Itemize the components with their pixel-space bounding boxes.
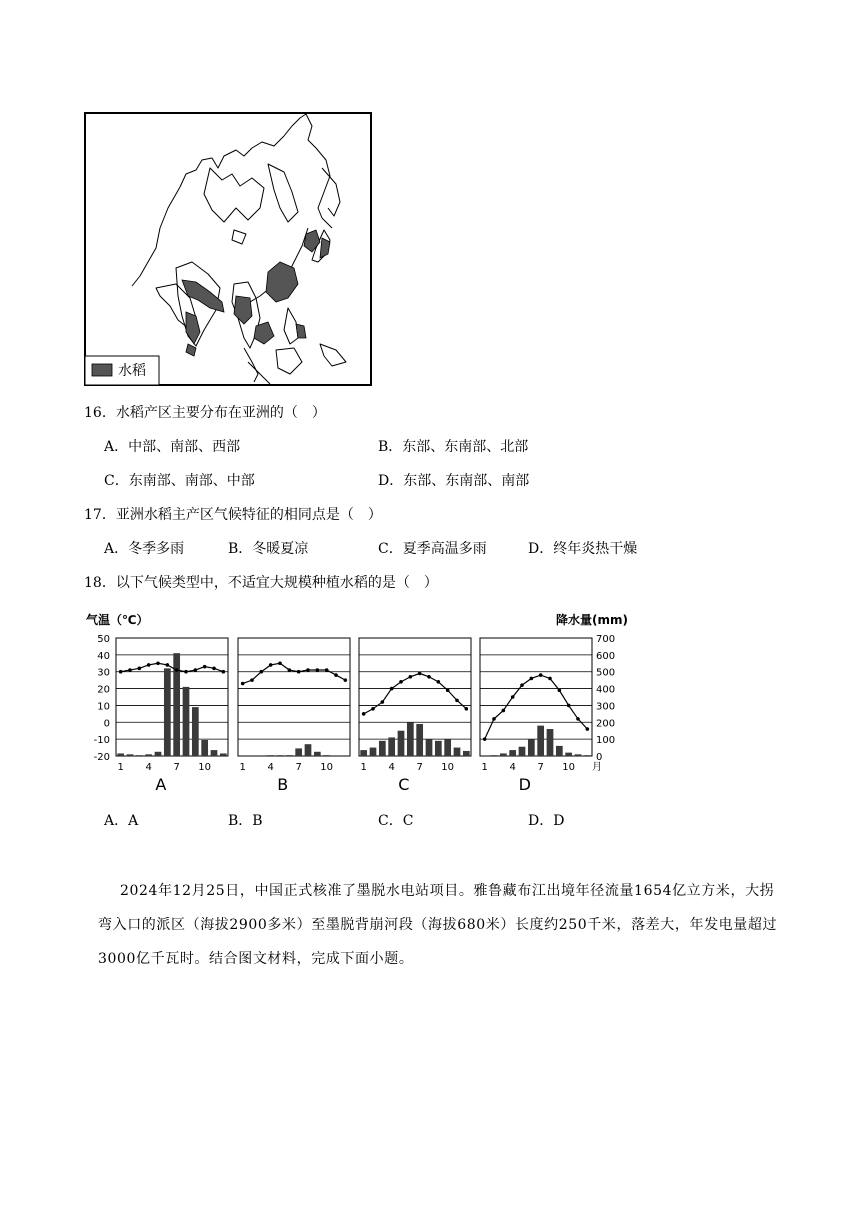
- temp-tick-label: -20: [93, 752, 110, 763]
- precip-bar: [454, 748, 461, 756]
- temp-point: [381, 700, 385, 704]
- month-tick-label: 1: [360, 762, 367, 773]
- temp-point: [241, 682, 245, 686]
- q16-option-d[interactable]: D．东部、东南部、南部: [378, 473, 530, 489]
- q17-option-c[interactable]: C．夏季高温多雨: [378, 541, 487, 557]
- q16-option-a[interactable]: A．中部、南部、西部: [104, 439, 241, 455]
- precip-tick-label: 700: [596, 634, 616, 645]
- month-tick-label: 10: [320, 762, 334, 773]
- precip-bar: [314, 752, 321, 756]
- temp-point: [288, 668, 292, 672]
- panel-frame: [480, 638, 592, 756]
- temp-tick-label: 50: [97, 634, 110, 645]
- precip-bar: [537, 726, 544, 756]
- temp-point: [483, 737, 487, 741]
- precip-bar: [463, 751, 470, 756]
- precip-axis-label: 降水量(mm): [556, 613, 628, 627]
- q16-option-c[interactable]: C．东南部、南部、中部: [104, 473, 255, 489]
- temp-point: [147, 663, 151, 667]
- temp-point: [586, 727, 590, 731]
- passage-text: 2024年12月25日，中国正式核准了墨脱水电站项目。雅鲁藏布江出境年径流量1654亿立方米，大拐弯入口的派区（海拔2900多米）至墨脱背崩河段（海拔680米）长度约250千米，落差大，年发电量超过3000亿千瓦时。结合图文材料，完成下面小题。: [98, 883, 778, 967]
- temp-point: [455, 699, 459, 703]
- month-tick-label: 4: [509, 762, 516, 773]
- precip-bar: [295, 748, 302, 756]
- q17-option-b[interactable]: B．冬暖夏凉: [228, 541, 309, 557]
- precip-bar: [547, 729, 554, 756]
- temp-point: [362, 712, 366, 716]
- map-legend: [85, 356, 159, 385]
- temp-point: [492, 717, 496, 721]
- temp-line: [485, 675, 588, 739]
- asia-rice-map: [84, 112, 372, 386]
- panel-label: A: [155, 775, 167, 794]
- temp-point: [539, 673, 543, 677]
- precip-bar: [435, 741, 442, 756]
- precip-bar: [323, 755, 330, 756]
- temp-point: [558, 688, 562, 692]
- precip-bar: [584, 755, 591, 756]
- temp-point: [567, 704, 571, 708]
- precip-bar: [277, 755, 284, 756]
- temp-point: [222, 670, 226, 674]
- temp-point: [427, 675, 431, 679]
- q17-option-a[interactable]: A．冬季多雨: [104, 541, 185, 557]
- month-tick-label: 7: [537, 762, 544, 773]
- month-unit-label: 月: [592, 762, 602, 773]
- precip-bar: [136, 755, 143, 756]
- precip-bar: [528, 739, 535, 756]
- precip-bar: [201, 740, 208, 756]
- q18-option-b[interactable]: B．B: [228, 813, 263, 829]
- precip-bar: [192, 707, 199, 756]
- precip-bar: [286, 755, 293, 756]
- precip-bar: [565, 753, 572, 756]
- temp-axis-label: 气温（℃）: [86, 613, 149, 627]
- precip-tick-label: 600: [596, 650, 616, 662]
- precip-bar: [305, 744, 312, 756]
- temp-point: [465, 707, 469, 711]
- temp-point: [548, 677, 552, 681]
- precip-bar: [556, 746, 563, 756]
- temp-point: [511, 695, 515, 699]
- temp-point: [306, 668, 310, 672]
- precip-bar: [117, 753, 124, 756]
- temp-point: [166, 663, 170, 667]
- temp-line: [243, 663, 346, 683]
- month-tick-label: 7: [295, 762, 302, 773]
- precip-bar: [575, 754, 582, 756]
- temp-point: [334, 673, 338, 677]
- temp-point: [437, 680, 441, 684]
- temp-line: [364, 673, 467, 713]
- temp-point: [278, 661, 282, 665]
- precip-bar: [500, 753, 507, 756]
- temp-point: [212, 667, 216, 671]
- precip-bar: [398, 731, 405, 756]
- temp-point: [530, 677, 534, 681]
- month-tick-label: 1: [481, 762, 488, 773]
- precip-bar: [519, 747, 526, 756]
- precip-bar: [164, 668, 171, 756]
- precip-tick-label: 100: [596, 735, 616, 747]
- q18-stem: 18．以下气候类型中，不适宜大规模种植水稻的是（ ）: [84, 575, 438, 591]
- q16-stem: 16．水稻产区主要分布在亚洲的（ ）: [84, 405, 326, 421]
- legend-label: 水稻: [118, 363, 146, 379]
- legend-swatch: [92, 364, 112, 376]
- temp-point: [316, 668, 320, 672]
- temp-point: [390, 687, 394, 691]
- precip-bar: [509, 750, 516, 756]
- precip-bar: [155, 752, 162, 756]
- temp-point: [203, 665, 207, 669]
- temp-tick-label: 20: [97, 684, 110, 696]
- temp-point: [446, 688, 450, 692]
- precip-tick-label: 400: [596, 684, 616, 696]
- temp-point: [297, 670, 301, 674]
- temp-point: [520, 683, 524, 687]
- month-tick-label: 10: [562, 762, 576, 773]
- panel-frame: [238, 638, 350, 756]
- temp-point: [371, 707, 375, 711]
- temp-point: [119, 670, 123, 674]
- temp-point: [399, 680, 403, 684]
- precip-bar: [220, 753, 227, 756]
- month-tick-label: 7: [416, 762, 423, 773]
- month-tick-label: 4: [267, 762, 274, 773]
- q17-stem: 17．亚洲水稻主产区气候特征的相同点是（ ）: [84, 507, 382, 523]
- precip-bar: [407, 722, 414, 756]
- month-tick-label: 10: [441, 762, 455, 773]
- temp-point: [418, 672, 422, 676]
- month-tick-label: 1: [117, 762, 124, 773]
- precip-bar: [183, 687, 190, 756]
- precip-tick-label: 200: [596, 718, 616, 730]
- precip-bar: [370, 748, 377, 756]
- q17-option-d[interactable]: D．终年炎热干燥: [528, 541, 638, 557]
- precip-tick-label: 500: [596, 667, 616, 679]
- temp-point: [184, 670, 188, 674]
- panel-label: C: [398, 775, 410, 794]
- temp-point: [325, 668, 329, 672]
- temp-line: [121, 663, 224, 671]
- q18-option-c[interactable]: C．C: [378, 813, 414, 829]
- precip-bar: [491, 755, 498, 756]
- precip-bar: [426, 739, 433, 756]
- temp-point: [344, 678, 348, 682]
- temp-tick-label: 0: [103, 718, 110, 730]
- panel-label: D: [518, 775, 531, 794]
- temp-point: [576, 717, 580, 721]
- precip-bar: [127, 754, 134, 756]
- precip-bar: [267, 755, 274, 756]
- precip-bar: [416, 724, 423, 756]
- precip-bar: [444, 739, 451, 756]
- q18-option-a[interactable]: A．A: [104, 813, 139, 829]
- precip-bar: [145, 754, 152, 756]
- q18-option-d[interactable]: D．D: [528, 813, 565, 829]
- precip-bar: [360, 750, 367, 756]
- month-tick-label: 7: [173, 762, 180, 773]
- precip-bar: [211, 750, 218, 756]
- precip-bar: [388, 737, 395, 756]
- temp-point: [250, 678, 254, 682]
- panel-label: B: [277, 775, 289, 794]
- temp-point: [269, 663, 273, 667]
- q16-option-b[interactable]: B．东部、东南部、北部: [378, 439, 529, 455]
- temp-tick-label: 40: [97, 650, 110, 662]
- temp-point: [260, 670, 264, 674]
- temp-point: [409, 675, 413, 679]
- temp-point: [128, 668, 132, 672]
- temp-point: [138, 667, 142, 671]
- temp-point: [175, 668, 179, 672]
- month-tick-label: 4: [388, 762, 395, 773]
- month-tick-label: 1: [239, 762, 246, 773]
- temp-point: [194, 668, 198, 672]
- precip-bar: [379, 741, 386, 756]
- temp-tick-label: 10: [97, 701, 110, 713]
- climate-charts: [84, 606, 644, 796]
- temp-tick-label: 30: [97, 667, 110, 679]
- month-tick-label: 10: [198, 762, 212, 773]
- precip-tick-label: 300: [596, 701, 616, 713]
- panel-frame: [116, 638, 228, 756]
- precip-tick-label: 0: [596, 752, 603, 763]
- temp-tick-label: -10: [93, 735, 110, 747]
- temp-point: [156, 661, 160, 665]
- month-tick-label: 4: [145, 762, 152, 773]
- temp-point: [502, 709, 506, 713]
